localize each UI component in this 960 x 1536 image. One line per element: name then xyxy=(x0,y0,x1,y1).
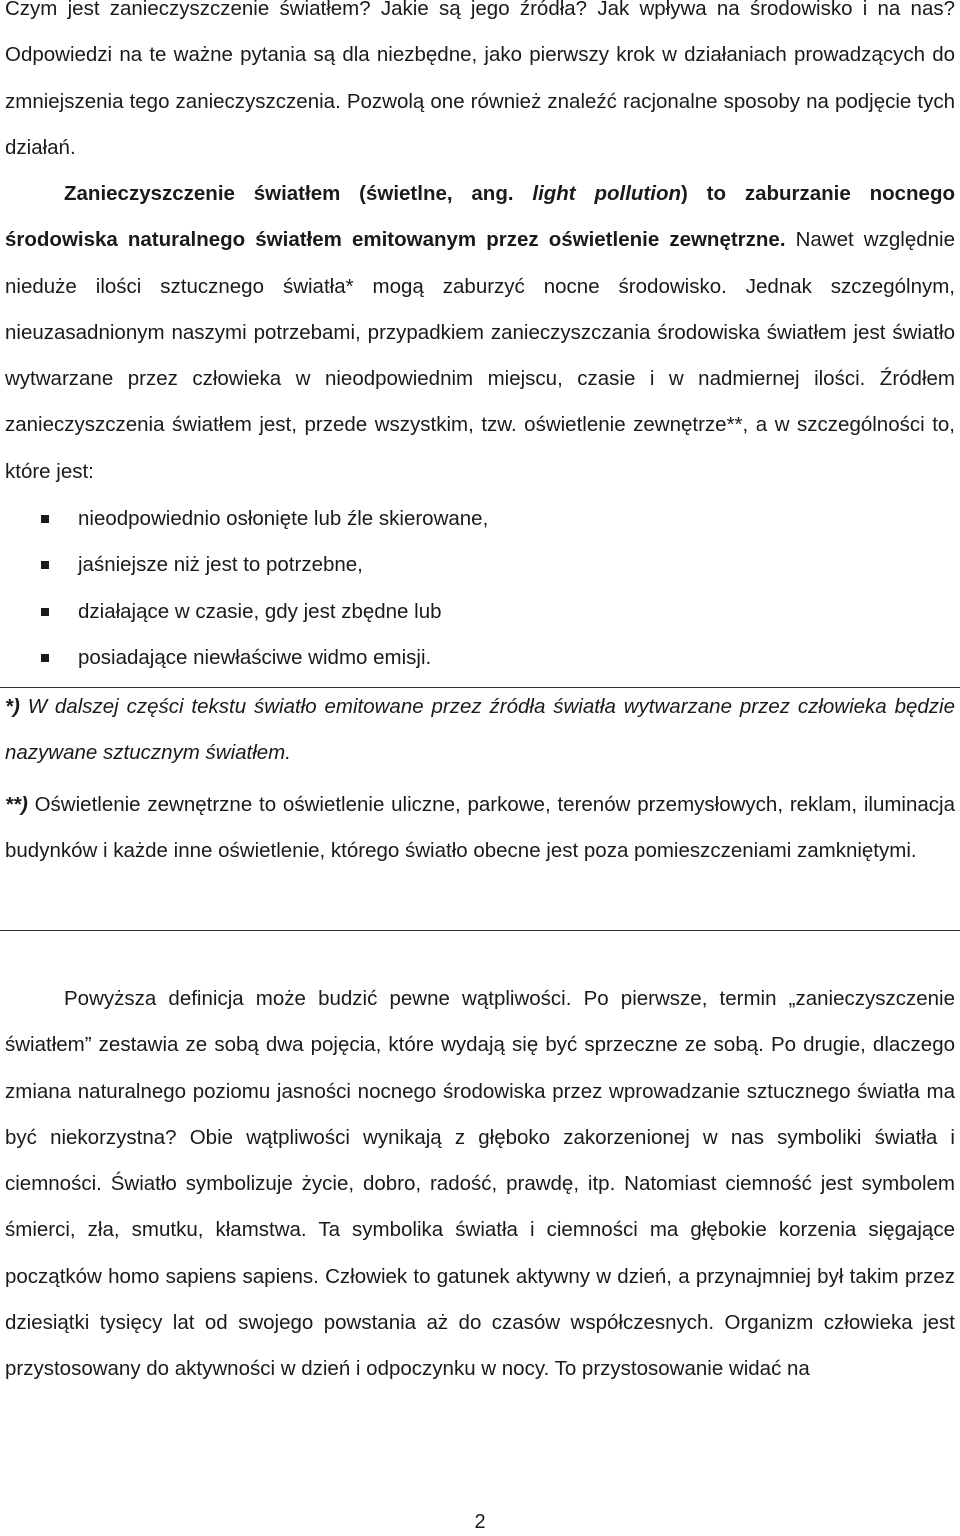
intro-paragraph: Czym jest zanieczyszczenie światłem? Jakie są jego źródła? Jak wpływa na środowisko i na nas? Odpowiedzi na te ważne pytania są dla niezbędne, jako pierwszy krok w działaniach prowadzących do zmniejszenia tego zanieczyszczenia. Pozwolą one również znaleźć racjonalne sposoby na podjęcie tych działań. xyxy=(5,0,955,159)
definition-term: Zanieczyszczenie światłem (świetlne, ang. xyxy=(64,182,514,205)
footnote-marker: **) xyxy=(5,793,28,816)
square-bullet-icon xyxy=(41,561,49,569)
bullet-list xyxy=(5,496,955,681)
list-item xyxy=(5,496,955,542)
footnote-2 xyxy=(5,782,955,875)
list-item-text: jaśniejsze niż jest to potrzebne, xyxy=(78,553,363,577)
footnote-marker: *) xyxy=(5,695,20,718)
page-number: 2 xyxy=(474,1511,486,1533)
discussion-paragraph xyxy=(5,976,955,1393)
footnote-bottom-divider xyxy=(0,930,960,931)
list-item-text: działające w czasie, gdy jest zbędne lub xyxy=(78,599,442,623)
list-item xyxy=(5,635,955,681)
footnote-text: W dalszej części tekstu światło emitowane przez źródła światła wytwarzane przez człowieka będzie nazywane sztucznym światłem. xyxy=(5,695,955,765)
square-bullet-icon xyxy=(41,654,49,662)
list-item-text: posiadające niewłaściwe widmo emisji. xyxy=(78,645,432,669)
list-item xyxy=(5,589,955,635)
definition-body: Nawet względnie nieduże ilości sztucznego światła* mogą zaburzyć nocne środowisko. Jednak szczególnym, nieuzasadnionym naszymi potrzebami, przypadkiem zanieczyszczania środowiska światłem jest światło wytwarzane przez człowieka w nieodpowiednim miejscu, czasie i w nadmiernej ilości. Źródłem zanieczyszczenia światłem jest, przede wszystkim, tzw. oświetlenie zewnętrze**, a w szczególności to, które jest: xyxy=(5,228,955,483)
definition-paragraph xyxy=(5,171,955,495)
footnote-1 xyxy=(5,684,955,777)
list-item xyxy=(5,542,955,588)
footnote-text: Oświetlenie zewnętrzne to oświetlenie uliczne, parkowe, terenów przemysłowych, reklam, iluminacja budynków i każde inne oświetlenie, którego światło obecne jest poza pomieszczeniami zamkniętymi. xyxy=(5,793,955,863)
discussion-text: Powyższa definicja może budzić pewne wątpliwości. Po pierwsze, termin „zanieczyszczenie światłem” zestawia ze sobą dwa pojęcia, które wydają się być sprzeczne ze sobą. Po drugie, dlaczego zmiana naturalnego poziomu jasności nocnego środowiska przez wprowadzanie sztucznego światła ma być niekorzystna? Obie wątpliwości wynikają z głęboko zakorzenionej w nas symboliki światła i ciemności. Światło symbolizuje życie, dobro, radość, prawdę, itp. Natomiast ciemność jest symbolem śmierci, zła, smutku, kłamstwa. Ta symbolika światła i ciemności ma głębokie korzenia sięgające początków homo sapiens sapiens. Człowiek to gatunek aktywny w dzień, a przynajmniej był takim przez dziesiątki tysięcy lat od swojego powstania aż do czasów współczesnych. Organizm człowieka jest przystosowany do aktywności w dzień i odpoczynku w nocy. To przystosowanie widać na xyxy=(5,987,955,1381)
square-bullet-icon xyxy=(41,608,49,616)
list-item-text: nieodpowiednio osłonięte lub źle skierowane, xyxy=(78,507,489,530)
definition-term-english: light pollution xyxy=(532,182,681,205)
definition-term-rest: ) to zaburzanie nocnego środowiska naturalnego światłem emitowanym przez oświetlenie zewnętrzne. xyxy=(5,182,956,252)
square-bullet-icon xyxy=(41,515,49,523)
